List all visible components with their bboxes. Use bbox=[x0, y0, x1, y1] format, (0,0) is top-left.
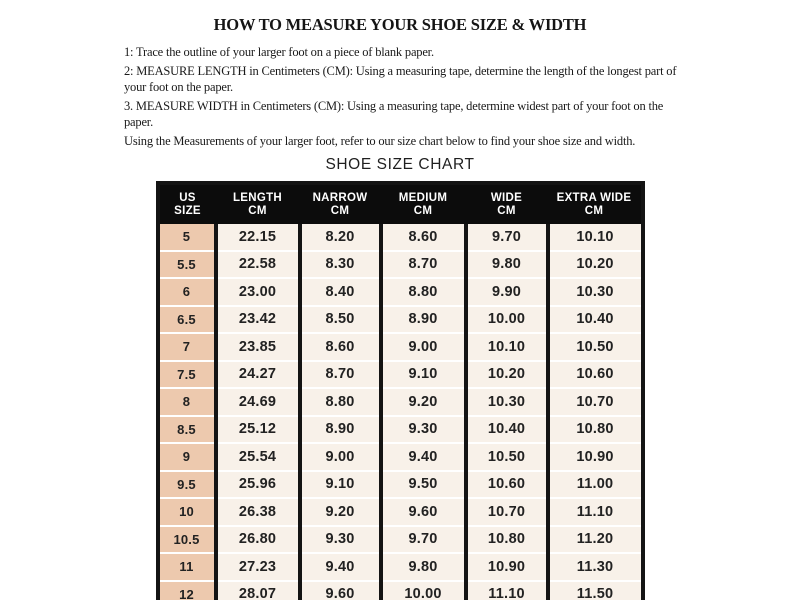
measurement-cell: 10.80 bbox=[548, 416, 643, 444]
measurement-cell: 8.30 bbox=[300, 251, 381, 279]
us-size-cell: 5.5 bbox=[158, 251, 216, 279]
instruction-step-3: 3. MEASURE WIDTH in Centimeters (CM): Using a measuring tape, determine widest part of your foot on the paper. bbox=[124, 99, 664, 129]
table-row bbox=[158, 361, 643, 389]
measurement-cell: 8.60 bbox=[300, 333, 381, 361]
us-size-cell: 6 bbox=[158, 278, 216, 306]
instruction-step-1: 1: Trace the outline of your larger foot on a piece of blank paper. bbox=[124, 45, 434, 59]
instructions-block bbox=[124, 44, 684, 149]
table-body bbox=[158, 224, 643, 600]
measurement-cell: 9.60 bbox=[381, 498, 466, 526]
measurement-cell: 28.07 bbox=[216, 581, 300, 600]
measurement-cell: 8.80 bbox=[381, 278, 466, 306]
measurement-cell: 10.60 bbox=[466, 471, 548, 499]
column-header-length: LENGTH CM bbox=[216, 183, 300, 224]
measurement-cell: 10.20 bbox=[466, 361, 548, 389]
us-size-cell: 6.5 bbox=[158, 306, 216, 334]
page-title: HOW TO MEASURE YOUR SHOE SIZE & WIDTH bbox=[213, 15, 587, 34]
table-row bbox=[158, 443, 643, 471]
measurement-cell: 8.90 bbox=[381, 306, 466, 334]
measurement-cell: 26.38 bbox=[216, 498, 300, 526]
measurement-cell: 10.90 bbox=[548, 443, 643, 471]
measurement-cell: 11.30 bbox=[548, 553, 643, 581]
measurement-cell: 9.20 bbox=[381, 388, 466, 416]
measurement-cell: 9.80 bbox=[381, 553, 466, 581]
measurement-cell: 22.58 bbox=[216, 251, 300, 279]
measurement-cell: 10.00 bbox=[466, 306, 548, 334]
measurement-cell: 10.90 bbox=[466, 553, 548, 581]
measurement-cell: 11.10 bbox=[466, 581, 548, 600]
measurement-cell: 25.54 bbox=[216, 443, 300, 471]
us-size-cell: 8 bbox=[158, 388, 216, 416]
measurement-cell: 10.10 bbox=[548, 224, 643, 251]
us-size-cell: 8.5 bbox=[158, 416, 216, 444]
us-size-cell: 9 bbox=[158, 443, 216, 471]
measurement-cell: 8.50 bbox=[300, 306, 381, 334]
measurement-cell: 10.30 bbox=[466, 388, 548, 416]
table-row bbox=[158, 333, 643, 361]
measurement-cell: 9.70 bbox=[381, 526, 466, 554]
instruction-summary: Using the Measurements of your larger foot, refer to our size chart below to find your shoe size and width. bbox=[124, 134, 636, 148]
measurement-cell: 8.90 bbox=[300, 416, 381, 444]
table-row bbox=[158, 278, 643, 306]
measurement-cell: 9.00 bbox=[300, 443, 381, 471]
table-row bbox=[158, 553, 643, 581]
column-header-wide: WIDE CM bbox=[466, 183, 548, 224]
measurement-cell: 9.00 bbox=[381, 333, 466, 361]
column-header-narrow: NARROW CM bbox=[300, 183, 381, 224]
table-header bbox=[158, 183, 643, 224]
table-row bbox=[158, 581, 643, 600]
measurement-cell: 9.70 bbox=[466, 224, 548, 251]
measurement-cell: 9.30 bbox=[381, 416, 466, 444]
measurement-cell: 10.40 bbox=[548, 306, 643, 334]
shoe-size-table bbox=[156, 181, 645, 600]
measurement-cell: 10.20 bbox=[548, 251, 643, 279]
measurement-cell: 9.30 bbox=[300, 526, 381, 554]
measurement-cell: 8.70 bbox=[300, 361, 381, 389]
measurement-cell: 27.23 bbox=[216, 553, 300, 581]
table-row bbox=[158, 471, 643, 499]
column-header-medium: MEDIUM CM bbox=[381, 183, 466, 224]
us-size-cell: 9.5 bbox=[158, 471, 216, 499]
measurement-cell: 23.00 bbox=[216, 278, 300, 306]
measurement-cell: 24.69 bbox=[216, 388, 300, 416]
instruction-step-2: 2: MEASURE LENGTH in Centimeters (CM): Using a measuring tape, determine the length of the longest part of your foot on the paper. bbox=[124, 64, 677, 94]
us-size-cell: 5 bbox=[158, 224, 216, 251]
measurement-cell: 11.20 bbox=[548, 526, 643, 554]
measurement-cell: 10.70 bbox=[466, 498, 548, 526]
measurement-cell: 26.80 bbox=[216, 526, 300, 554]
measurement-cell: 9.20 bbox=[300, 498, 381, 526]
measurement-cell: 23.42 bbox=[216, 306, 300, 334]
us-size-cell: 7.5 bbox=[158, 361, 216, 389]
us-size-cell: 7 bbox=[158, 333, 216, 361]
table-row bbox=[158, 388, 643, 416]
measurement-cell: 23.85 bbox=[216, 333, 300, 361]
measurement-cell: 22.15 bbox=[216, 224, 300, 251]
table-row bbox=[158, 498, 643, 526]
measurement-cell: 10.50 bbox=[548, 333, 643, 361]
measurement-cell: 9.60 bbox=[300, 581, 381, 600]
measurement-cell: 8.80 bbox=[300, 388, 381, 416]
measurement-cell: 10.40 bbox=[466, 416, 548, 444]
measurement-cell: 8.20 bbox=[300, 224, 381, 251]
table-row bbox=[158, 306, 643, 334]
measurement-cell: 25.96 bbox=[216, 471, 300, 499]
measurement-cell: 10.70 bbox=[548, 388, 643, 416]
measurement-cell: 9.40 bbox=[381, 443, 466, 471]
measurement-cell: 25.12 bbox=[216, 416, 300, 444]
measurement-cell: 9.90 bbox=[466, 278, 548, 306]
measurement-cell: 8.40 bbox=[300, 278, 381, 306]
measurement-cell: 10.80 bbox=[466, 526, 548, 554]
measurement-cell: 24.27 bbox=[216, 361, 300, 389]
table-row bbox=[158, 526, 643, 554]
measurement-cell: 9.10 bbox=[300, 471, 381, 499]
measurement-cell: 10.30 bbox=[548, 278, 643, 306]
measurement-cell: 9.10 bbox=[381, 361, 466, 389]
us-size-cell: 11 bbox=[158, 553, 216, 581]
table-header-row bbox=[158, 183, 643, 224]
table-row bbox=[158, 251, 643, 279]
column-header-us: US SIZE bbox=[158, 183, 216, 224]
measurement-cell: 9.50 bbox=[381, 471, 466, 499]
measurement-cell: 10.00 bbox=[381, 581, 466, 600]
table-row bbox=[158, 416, 643, 444]
measurement-cell: 10.50 bbox=[466, 443, 548, 471]
measurement-cell: 8.70 bbox=[381, 251, 466, 279]
measurement-cell: 10.10 bbox=[466, 333, 548, 361]
column-header-extra-wide: EXTRA WIDE CM bbox=[548, 183, 643, 224]
measurement-cell: 11.00 bbox=[548, 471, 643, 499]
us-size-cell: 10.5 bbox=[158, 526, 216, 554]
measurement-cell: 8.60 bbox=[381, 224, 466, 251]
measurement-cell: 11.50 bbox=[548, 581, 643, 600]
table-row bbox=[158, 224, 643, 251]
measurement-cell: 11.10 bbox=[548, 498, 643, 526]
measurement-cell: 9.40 bbox=[300, 553, 381, 581]
chart-heading: SHOE SIZE CHART bbox=[325, 156, 475, 173]
us-size-cell: 10 bbox=[158, 498, 216, 526]
measurement-cell: 9.80 bbox=[466, 251, 548, 279]
us-size-cell: 12 bbox=[158, 581, 216, 600]
measurement-cell: 10.60 bbox=[548, 361, 643, 389]
